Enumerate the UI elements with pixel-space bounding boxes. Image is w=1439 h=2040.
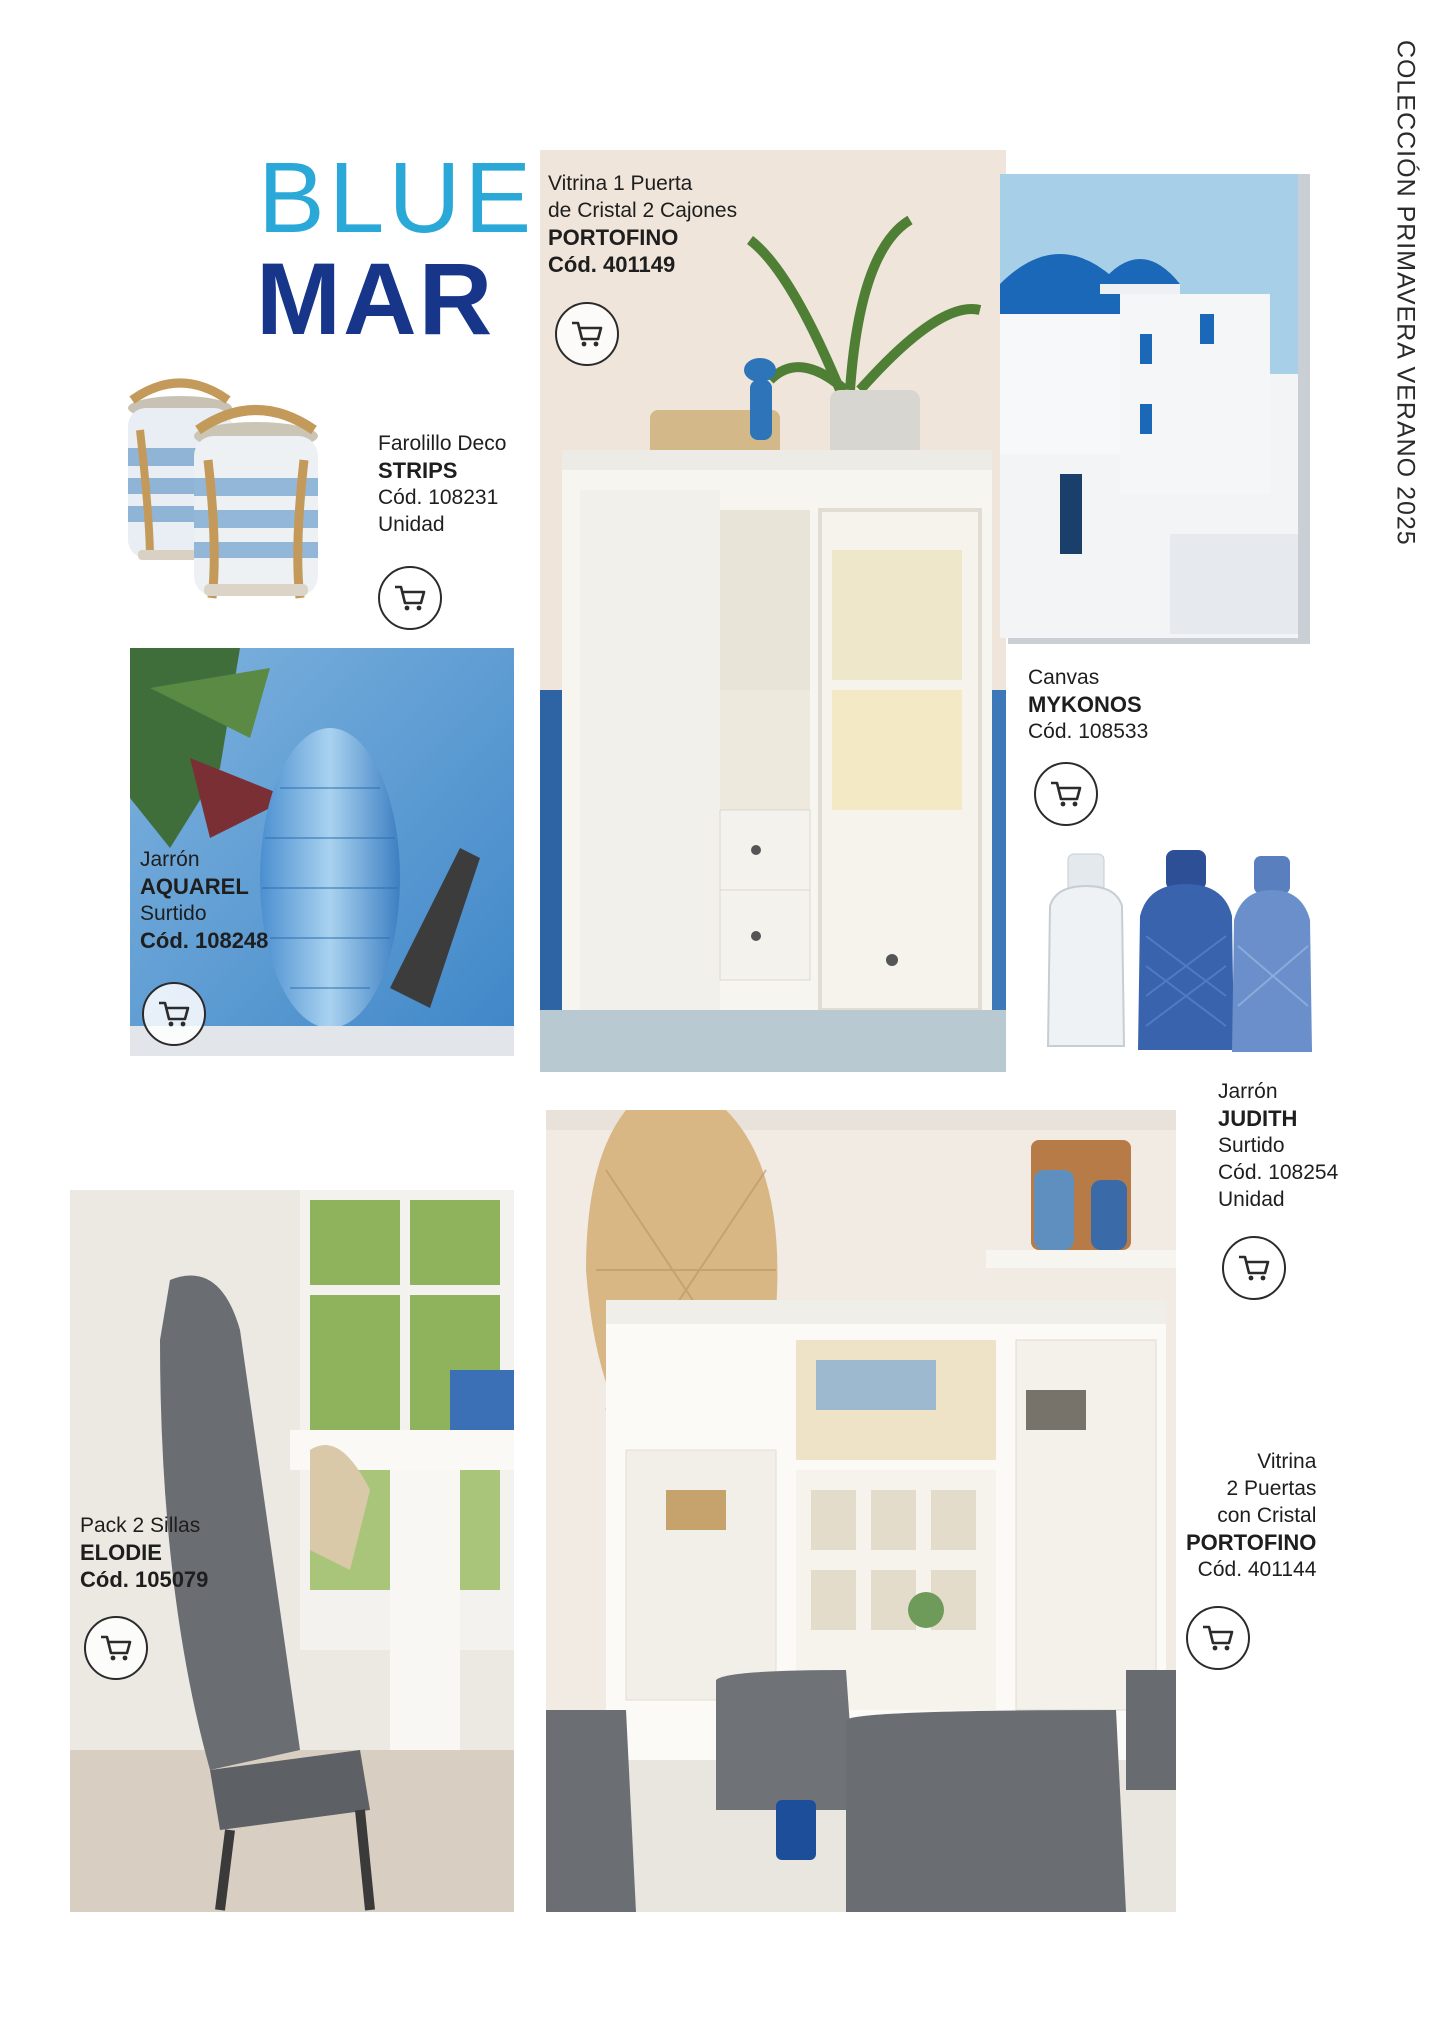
caption-unit: Unidad <box>378 513 445 536</box>
caption-type: Farolillo Deco <box>378 432 507 455</box>
caption-name: STRIPS <box>378 458 458 483</box>
add-to-cart-button-strips[interactable] <box>378 566 442 630</box>
caption-type-3: con Cristal <box>1217 1504 1317 1527</box>
caption-vitrina-1 <box>548 170 737 278</box>
cart-icon <box>1237 1253 1271 1283</box>
add-to-cart-button-vitrina-2[interactable] <box>1186 1606 1250 1670</box>
caption-code: Cód. 108533 <box>1028 720 1149 743</box>
caption-strips <box>378 430 506 538</box>
add-to-cart-button-judith[interactable] <box>1222 1236 1286 1300</box>
caption-code: Cód. 108254 <box>1218 1161 1339 1184</box>
lanterns-image <box>80 370 360 610</box>
caption-variant: Surtido <box>140 902 207 925</box>
caption-judith <box>1218 1078 1338 1213</box>
caption-type: Jarrón <box>1218 1080 1278 1103</box>
cart-icon <box>157 999 191 1029</box>
caption-type: Vitrina 1 Puerta <box>548 172 693 195</box>
cart-icon <box>393 583 427 613</box>
judith-vases-image <box>1036 846 1326 1056</box>
caption-code: Cód. 105079 <box>80 1567 209 1592</box>
caption-type: Jarrón <box>140 848 200 871</box>
caption-elodie <box>80 1512 208 1593</box>
caption-name: ELODIE <box>80 1540 162 1565</box>
caption-mykonos <box>1028 664 1148 745</box>
caption-code: Cód. 401149 <box>548 252 676 277</box>
caption-name: MYKONOS <box>1028 692 1142 717</box>
cart-icon <box>1049 779 1083 809</box>
caption-aquarel <box>140 846 268 954</box>
caption-name: PORTOFINO <box>1186 1530 1317 1555</box>
caption-code: Cód. 401144 <box>1197 1558 1317 1581</box>
title-mar: MAR <box>256 242 495 356</box>
caption-name: AQUAREL <box>140 874 249 899</box>
vitrina-1-photo <box>540 150 1006 1072</box>
caption-unit: Unidad <box>1218 1188 1285 1211</box>
caption-type-2: 2 Puertas <box>1226 1477 1317 1500</box>
cart-icon <box>1201 1623 1235 1653</box>
add-to-cart-button-vitrina-1[interactable] <box>555 302 619 366</box>
dining-room-photo <box>546 1110 1176 1912</box>
add-to-cart-button-elodie[interactable] <box>84 1616 148 1680</box>
caption-name: JUDITH <box>1218 1106 1298 1131</box>
caption-name: PORTOFINO <box>548 225 679 250</box>
collection-label: COLECCIÓN PRIMAVERA VERANO 2025 <box>1391 40 1420 546</box>
title-blue: BLUE <box>258 142 536 254</box>
caption-type-2: de Cristal 2 Cajones <box>548 199 738 222</box>
caption-variant: Surtido <box>1218 1134 1285 1157</box>
caption-type: Pack 2 Sillas <box>80 1514 201 1537</box>
caption-code: Cód. 108248 <box>140 928 269 953</box>
mykonos-canvas-image <box>1000 174 1310 644</box>
cart-icon <box>99 1633 133 1663</box>
add-to-cart-button-aquarel[interactable] <box>142 982 206 1046</box>
caption-type: Canvas <box>1028 666 1100 689</box>
caption-vitrina-2 <box>1186 1448 1316 1583</box>
cart-icon <box>570 319 604 349</box>
caption-type: Vitrina <box>1257 1450 1317 1473</box>
add-to-cart-button-mykonos[interactable] <box>1034 762 1098 826</box>
caption-code: Cód. 108231 <box>378 486 499 509</box>
